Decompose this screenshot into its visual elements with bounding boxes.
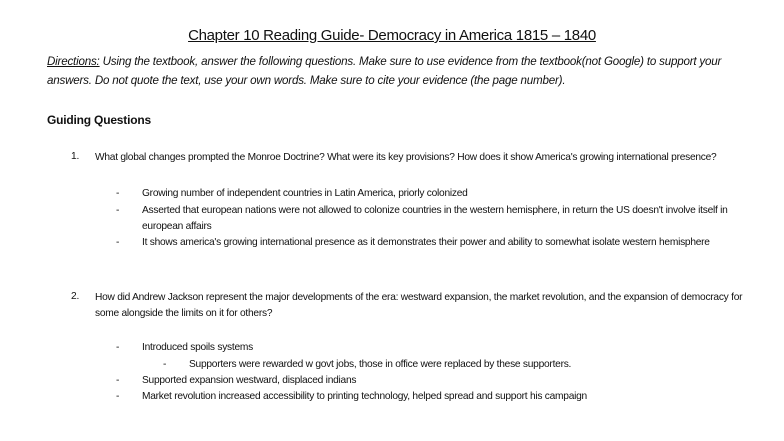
directions-label: Directions: [47, 55, 100, 68]
question-2-text: How did Andrew Jackson represent the major developments of the era: westward expansion, the market revolution, and the expansion of democracy for some alongside the limits on it for others? [95, 292, 743, 319]
sub-bullet-dash: - [163, 359, 167, 370]
question-1-number: 1. [71, 151, 80, 162]
document-title: Chapter 10 Reading Guide- Democracy in America 1815 – 1840 [188, 27, 596, 44]
bullet-dash: - [116, 375, 120, 386]
question-1-bullet-1: Growing number of independent countries in Latin America, priorly colonized [142, 188, 468, 199]
directions-paragraph [47, 52, 767, 90]
bullet-dash: - [116, 188, 120, 199]
bullet-dash: - [116, 391, 120, 402]
question-1-bullet-3: It shows america's growing international presence as it demonstrates their power and ability to somewhat isolate western hemisphere [142, 237, 710, 248]
question-2-bullet-2: Supported expansion westward, displaced indians [142, 375, 357, 386]
question-1-bullet-2: Asserted that european nations were not allowed to colonize countries in the western hemisphere, in return the US doesn't involve itself in european affairs [142, 205, 728, 232]
question-2-bullet-3: Market revolution increased accessibility to printing technology, helped spread and support his campaign [142, 391, 587, 402]
directions-text: Using the textbook, answer the following questions. Make sure to use evidence from the textbook(not Google) to support your answers. Do not quote the text, use your own words. Make sure to cite your evidence (the page number). [47, 55, 722, 87]
bullet-dash: - [116, 237, 120, 248]
bullet-dash: - [116, 342, 120, 353]
section-heading: Guiding Questions [47, 113, 151, 127]
question-2-number: 2. [71, 291, 80, 302]
bullet-dash: - [116, 205, 120, 216]
question-2-sub-bullet-1: Supporters were rewarded w govt jobs, those in office were replaced by these supporters. [189, 359, 572, 370]
question-1-text: What global changes prompted the Monroe Doctrine? What were its key provisions? How does it show America's growing international presence? [95, 152, 717, 163]
question-2-bullet-1: Introduced spoils systems [142, 342, 253, 353]
